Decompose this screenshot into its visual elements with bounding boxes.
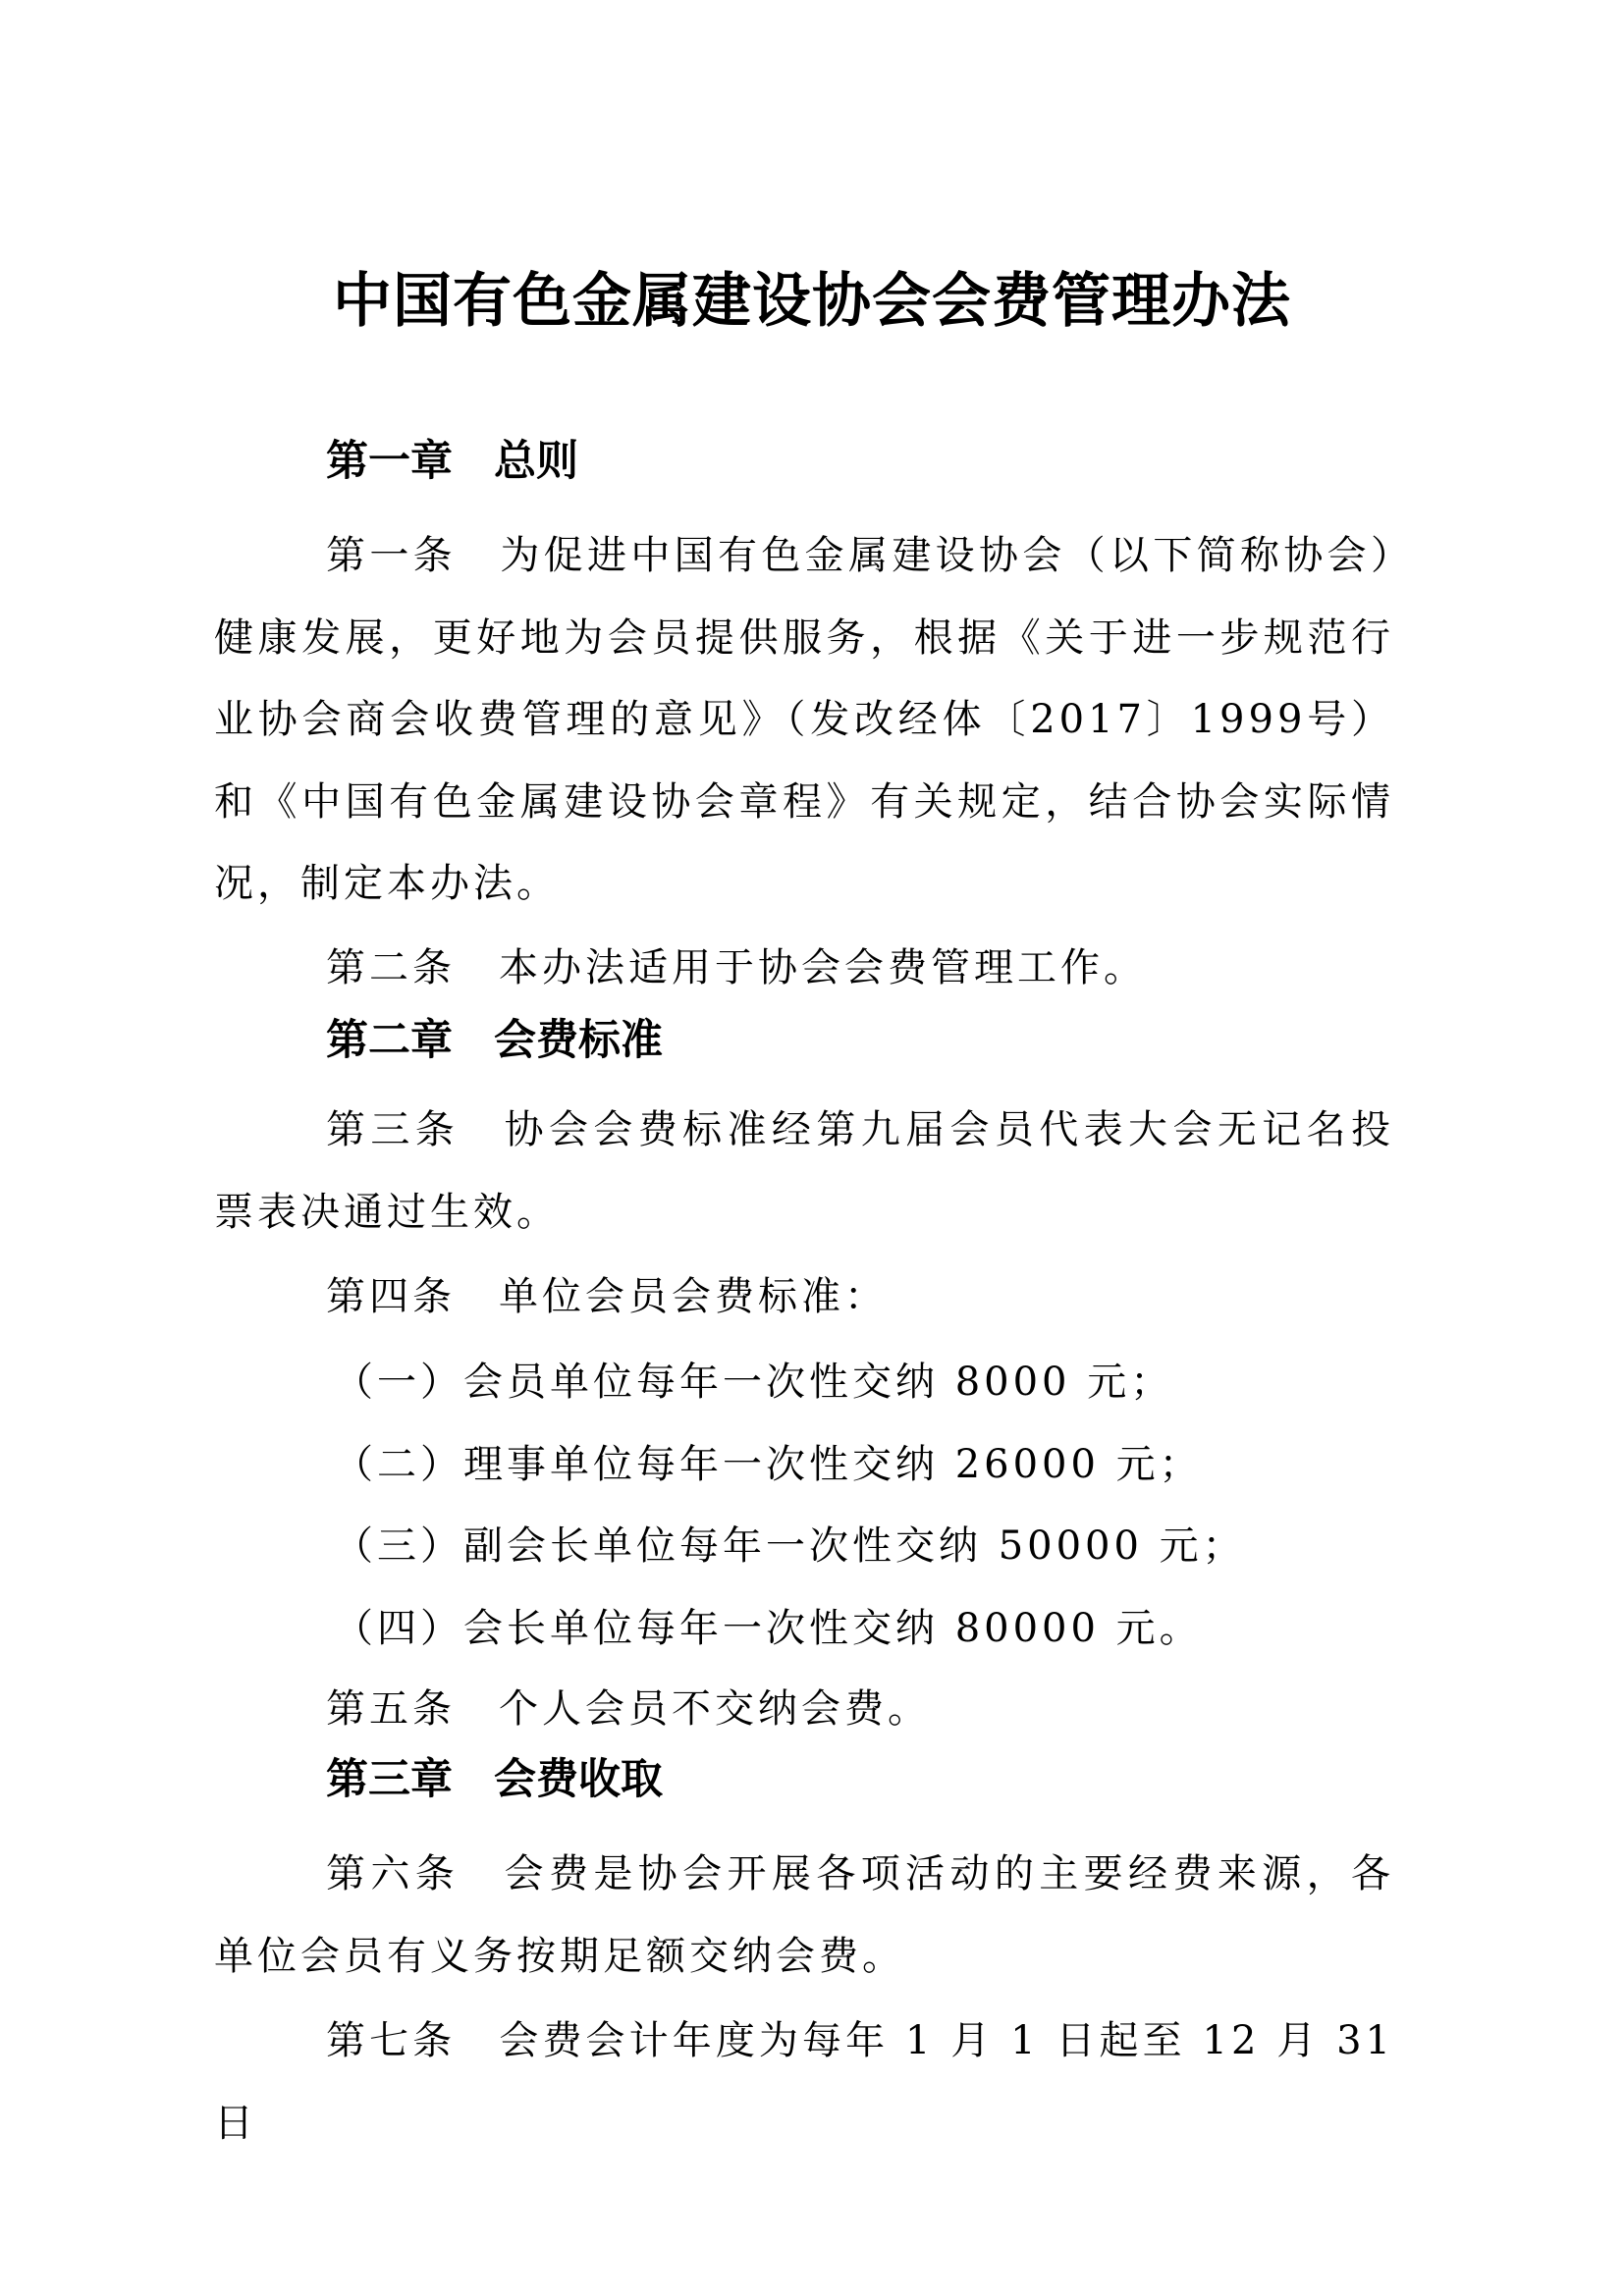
fee-item-2: （二）理事单位每年一次性交纳 26000 元； [334, 1442, 1203, 1487]
article-text: 本办法适用于协会会费管理工作。 [499, 945, 1147, 990]
article-number: 第一条 [326, 533, 457, 578]
article-2 [214, 928, 1394, 1010]
article-number: 第四条 [326, 1274, 456, 1319]
fee-item-1: （一）会员单位每年一次性交纳 8000 元； [334, 1360, 1174, 1405]
chapter-heading-2 [326, 1011, 663, 1070]
article-text: 会费是协会开展各项活动的主要经费来源，各单位会员有义务按期足额交纳会费。 [214, 1851, 1395, 1979]
article-6 [214, 1834, 1394, 1998]
article-3 [214, 1090, 1394, 1254]
article-5 [214, 1669, 1394, 1751]
article-number: 第六条 [326, 1851, 460, 1896]
article-text: 会费会计年度为每年 1 月 1 日起至 12 月 31 日 [214, 2018, 1395, 2146]
chapter-name: 会费收取 [494, 1755, 663, 1804]
article-text: 协会会费标准经第九届会员代表大会无记名投票表决通过生效。 [214, 1107, 1395, 1235]
article-1 [214, 515, 1394, 926]
article-4 [214, 1256, 1394, 1339]
article-text: 为促进中国有色金属建设协会（以下简称协会）健康发展，更好地为会员提供服务，根据《关于进一步规范行业协会商会收费管理的意见》（发改经体〔2017〕1999号）和《中国有色金属建设协会章程》有关规定，结合协会实际情况，制定本办法。 [214, 533, 1394, 906]
article-number: 第二条 [326, 945, 456, 990]
chapter-name: 总则 [494, 437, 578, 486]
article-7 [214, 2001, 1394, 2164]
fee-item-4: （四）会长单位每年一次性交纳 80000 元。 [334, 1606, 1203, 1651]
chapter-number: 第三章 [326, 1755, 453, 1804]
fee-item-3: （三）副会长单位每年一次性交纳 50000 元； [334, 1523, 1246, 1569]
chapter-number: 第一章 [326, 437, 453, 486]
article-number: 第三条 [326, 1107, 460, 1152]
document-title: 中国有色金属建设协会会费管理办法 [333, 267, 1291, 336]
article-number: 第七条 [326, 2018, 457, 2063]
chapter-name: 会费标准 [494, 1016, 663, 1065]
article-text: 个人会员不交纳会费。 [499, 1686, 931, 1732]
article-text: 单位会员会费标准： [499, 1274, 888, 1319]
article-number: 第五条 [326, 1686, 456, 1732]
chapter-heading-3 [326, 1750, 663, 1809]
chapter-number: 第二章 [326, 1016, 453, 1065]
chapter-heading-1 [326, 432, 578, 491]
